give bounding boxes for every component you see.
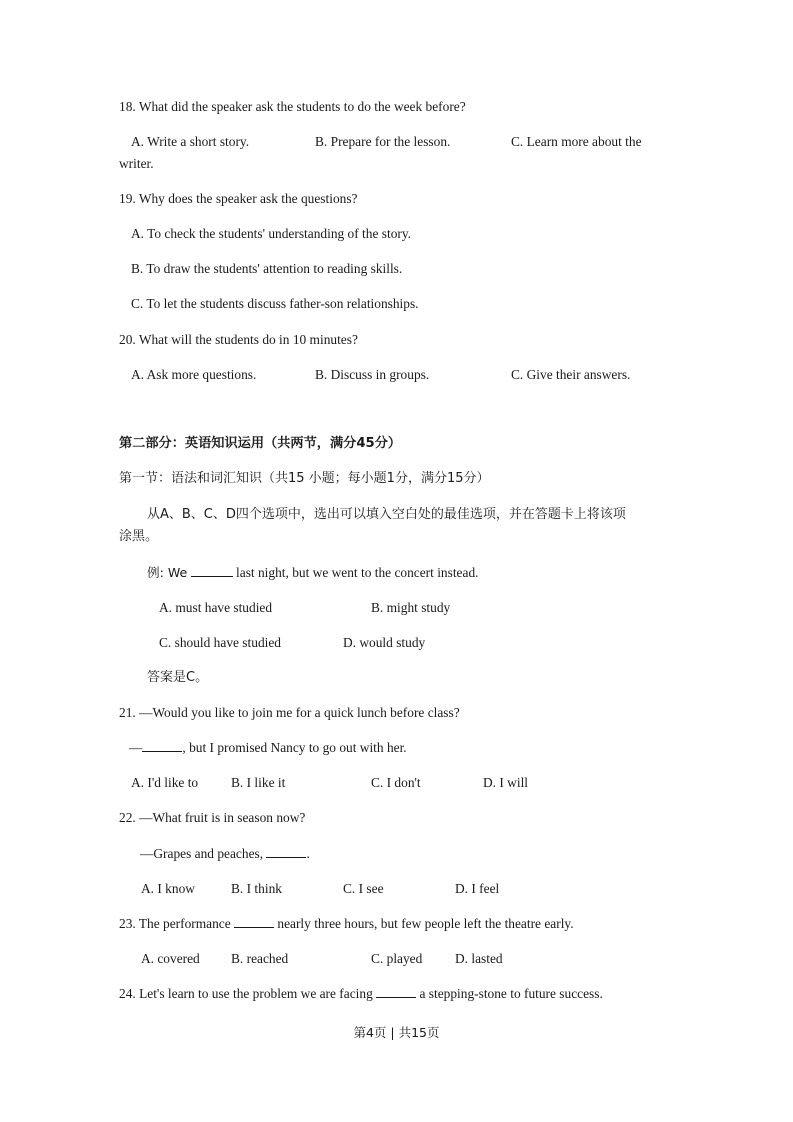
- example-option-c: C. should have studied: [159, 635, 281, 650]
- q18-stem: 18. What did the speaker ask the students to do the week before?: [119, 99, 466, 114]
- q21-option-c: C. I don't: [371, 775, 421, 790]
- q22-response-post: .: [306, 846, 310, 861]
- q21-response: [129, 739, 407, 757]
- q21-option-a: A. I'd like to: [131, 775, 199, 790]
- part2-heading: 第二部分：英语知识运用（共两节，满分45分）: [119, 436, 402, 451]
- example-blank: [191, 564, 233, 577]
- q22-response: [140, 845, 310, 863]
- instruction-line-2: 涂黑。: [119, 529, 159, 544]
- q23-option-a: A. covered: [141, 951, 200, 966]
- q21-blank: [142, 739, 182, 752]
- q24-blank: [376, 985, 416, 998]
- q23-stem: [119, 915, 574, 933]
- q19-option-c: C. To let the students discuss father-son relationships.: [131, 296, 419, 311]
- q23-post: nearly three hours, but few people left the theatre early.: [277, 916, 574, 931]
- q22-stem: 22. —What fruit is in season now?: [119, 810, 306, 825]
- q19-option-a: A. To check the students' understanding of the story.: [131, 226, 412, 241]
- q22-option-c: C. I see: [343, 881, 384, 896]
- q22-response-pre: —Grapes and peaches,: [140, 846, 264, 861]
- example-pre: 例: We: [147, 565, 188, 580]
- q20-option-a: A. Ask more questions.: [131, 367, 257, 382]
- example-sentence: [147, 564, 479, 582]
- q21-option-d: D. I will: [483, 775, 529, 790]
- example-answer: 答案是C。: [147, 670, 209, 685]
- q19-stem: 19. Why does the speaker ask the questions?: [119, 191, 358, 206]
- q19-option-b: B. To draw the students' attention to reading skills.: [131, 261, 403, 276]
- q21-response-pre: —: [129, 740, 143, 755]
- q24-post: a stepping-stone to future success.: [419, 986, 603, 1001]
- q20-stem: 20. What will the students do in 10 minutes?: [119, 332, 358, 347]
- q20-option-c: C. Give their answers.: [511, 367, 631, 382]
- q18-option-b: B. Prepare for the lesson.: [315, 134, 451, 149]
- q22-option-d: D. I feel: [455, 881, 500, 896]
- q23-pre: 23. The performance: [119, 916, 231, 931]
- q24-stem: [119, 985, 603, 1003]
- example-option-a: A. must have studied: [159, 600, 273, 615]
- page-footer: 第4页 | 共15页: [353, 1025, 440, 1040]
- q18-option-c-continued: writer.: [119, 156, 154, 171]
- q23-blank: [234, 915, 274, 928]
- q24-pre: 24. Let's learn to use the problem we are facing: [119, 986, 373, 1001]
- example-option-b: B. might study: [371, 600, 451, 615]
- section1-title: 第一节：语法和词汇知识（共15 小题；每小题1分，满分15分）: [119, 471, 490, 486]
- q23-option-d: D. lasted: [455, 951, 503, 966]
- q20-option-b: B. Discuss in groups.: [315, 367, 430, 382]
- q18-option-c: C. Learn more about the: [511, 134, 642, 149]
- q23-option-c: C. played: [371, 951, 423, 966]
- example-option-d: D. would study: [343, 635, 426, 650]
- q22-option-a: A. I know: [141, 881, 195, 896]
- q21-response-post: , but I promised Nancy to go out with her.: [182, 740, 407, 755]
- q18-option-a: A. Write a short story.: [131, 134, 250, 149]
- q22-blank: [266, 845, 306, 858]
- example-post: last night, but we went to the concert instead.: [236, 565, 479, 580]
- instruction-line-1: 从A、B、C、D四个选项中，选出可以填入空白处的最佳选项，并在答题卡上将该项: [147, 507, 626, 522]
- q22-option-b: B. I think: [231, 881, 282, 896]
- q21-option-b: B. I like it: [231, 775, 286, 790]
- q21-stem: 21. —Would you like to join me for a quick lunch before class?: [119, 705, 460, 720]
- q23-option-b: B. reached: [231, 951, 289, 966]
